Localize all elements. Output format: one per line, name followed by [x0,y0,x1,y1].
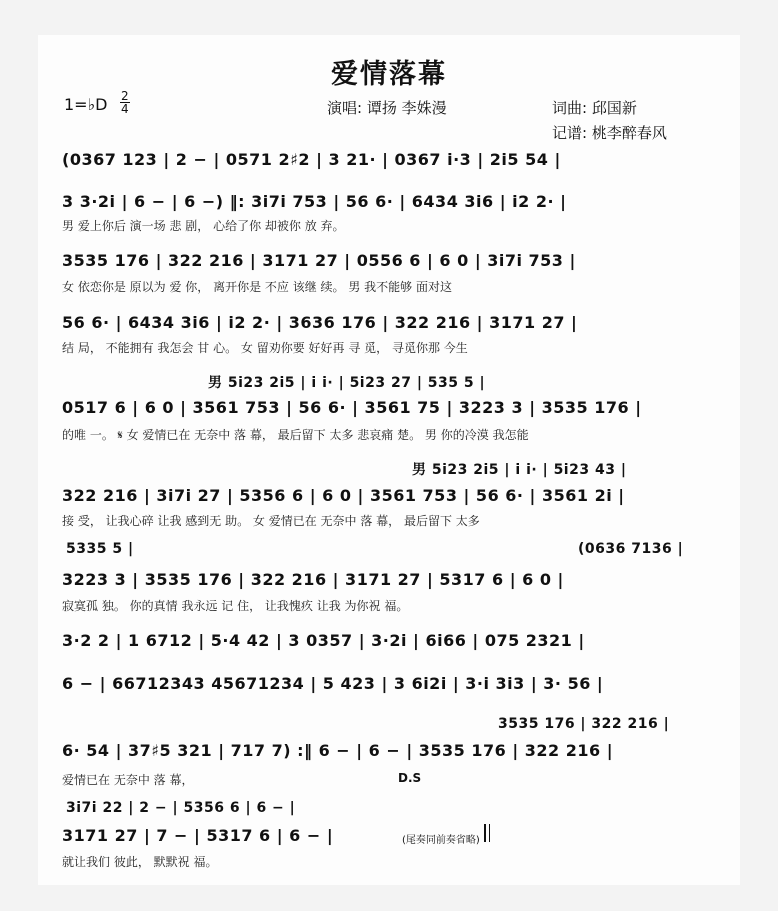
notation-row-10: 6· 54 | 37♯5 321 | 717 7) :‖ 6 − | 6 − | 3535 176 | 322 216 | [62,741,614,760]
dal-segno-mark: D.S [398,771,422,785]
time-sig-denominator: 4 [121,102,129,116]
song-title: 爱情落幕 [331,59,447,90]
notation-row-11: 3171 27 | 7 − | 5317 6 | 6 − | [62,826,334,845]
above-line-7b: (0636 7136 | [578,541,684,557]
final-barline-thin [489,824,490,842]
notation-row-9: 6 − | 66712343 45671234 | 5 423 | 3 6i2i | 3·i 3i3 | 3· 56 | [62,674,604,693]
lyric-row-7: 寂寞孤 独。 你的真情 我永远 记 住， 让我愧疚 让我 为你祝 福。 [62,599,409,613]
time-sig-numerator: 2 [121,89,129,103]
notation-row-4: 56 6· | 6434 3i6 | i2 2· | 3636 176 | 322 216 | 3171 27 | [62,313,578,332]
transcriber-credit: 记谱: 桃李醉春风 [552,124,667,142]
notation-row-5: 0517 6 | 6 0 | 3561 753 | 56 6· | 3561 75 | 3223 3 | 3535 176 | [62,398,642,417]
notation-row-6: 322 216 | 3i7i 27 | 5356 6 | 6 0 | 3561 753 | 56 6· | 3561 2i | [62,486,625,505]
notation-row-3: 3535 176 | 322 216 | 3171 27 | 0556 6 | 6 0 | 3i7i 753 | [62,251,576,270]
time-signature [120,90,130,115]
lyric-row-10: 爱情已在 无奈中 落 幕， [62,773,194,787]
notation-row-1: (0367 123 | 2 − | 0571 2♯2 | 3 21· | 0367 i·3 | 2i5 54 | [62,150,561,169]
above-line-6: 男 5i23 2i5 | i i· | 5i23 43 | [412,462,627,478]
lyric-row-2: 男 爱上你后 演一场 悲 剧， 心给了你 却被你 放 弃。 [62,219,345,233]
notation-row-7: 3223 3 | 3535 176 | 322 216 | 3171 27 | 5317 6 | 6 0 | [62,570,564,589]
above-line-11: 3i7i 22 | 2 − | 5356 6 | 6 − | [66,800,296,816]
above-line-5: 男 5i23 2i5 | i i· | 5i23 27 | 535 5 | [208,375,486,391]
notation-row-2: 3 3·2i | 6 − | 6 −) ‖: 3i7i 753 | 56 6· | 6434 3i6 | i2 2· | [62,192,567,211]
lyric-row-11: 就让我们 彼此， 默默祝 福。 [62,855,218,869]
final-barline-thick [484,824,486,842]
lyric-row-3: 女 依恋你是 原以为 爱 你， 离开你是 不应 该继 续。 男 我不能够 面对这 [62,280,452,294]
composer-credit: 词曲: 邱国新 [552,99,637,117]
notation-row-8: 3·2 2 | 1 6712 | 5·4 42 | 3 0357 | 3·2i | 6i66 | 075 2321 | [62,631,585,650]
key-signature: 1=♭D [64,95,108,114]
lyric-row-5: 的唯 一。 𝄋 女 爱情已在 无奈中 落 幕， 最后留下 太多 悲哀痛 楚。 男 你的冷漠 我怎能 [62,428,529,442]
lyric-row-4: 结 局， 不能拥有 我怎会 甘 心。 女 留劝你要 好好再 寻 觅， 寻觅你那 今生 [62,341,468,355]
above-line-10: 3535 176 | 322 216 | [498,716,670,732]
above-line-7a: 5335 5 | [66,541,134,557]
lyric-row-6: 接 受， 让我心碎 让我 感到无 助。 女 爱情已在 无奈中 落 幕， 最后留下 太多 [62,514,480,528]
ending-note: (尾奏同前奏省略) [402,835,480,846]
singer-credit: 演唱: 谭扬 李姝漫 [327,99,447,117]
